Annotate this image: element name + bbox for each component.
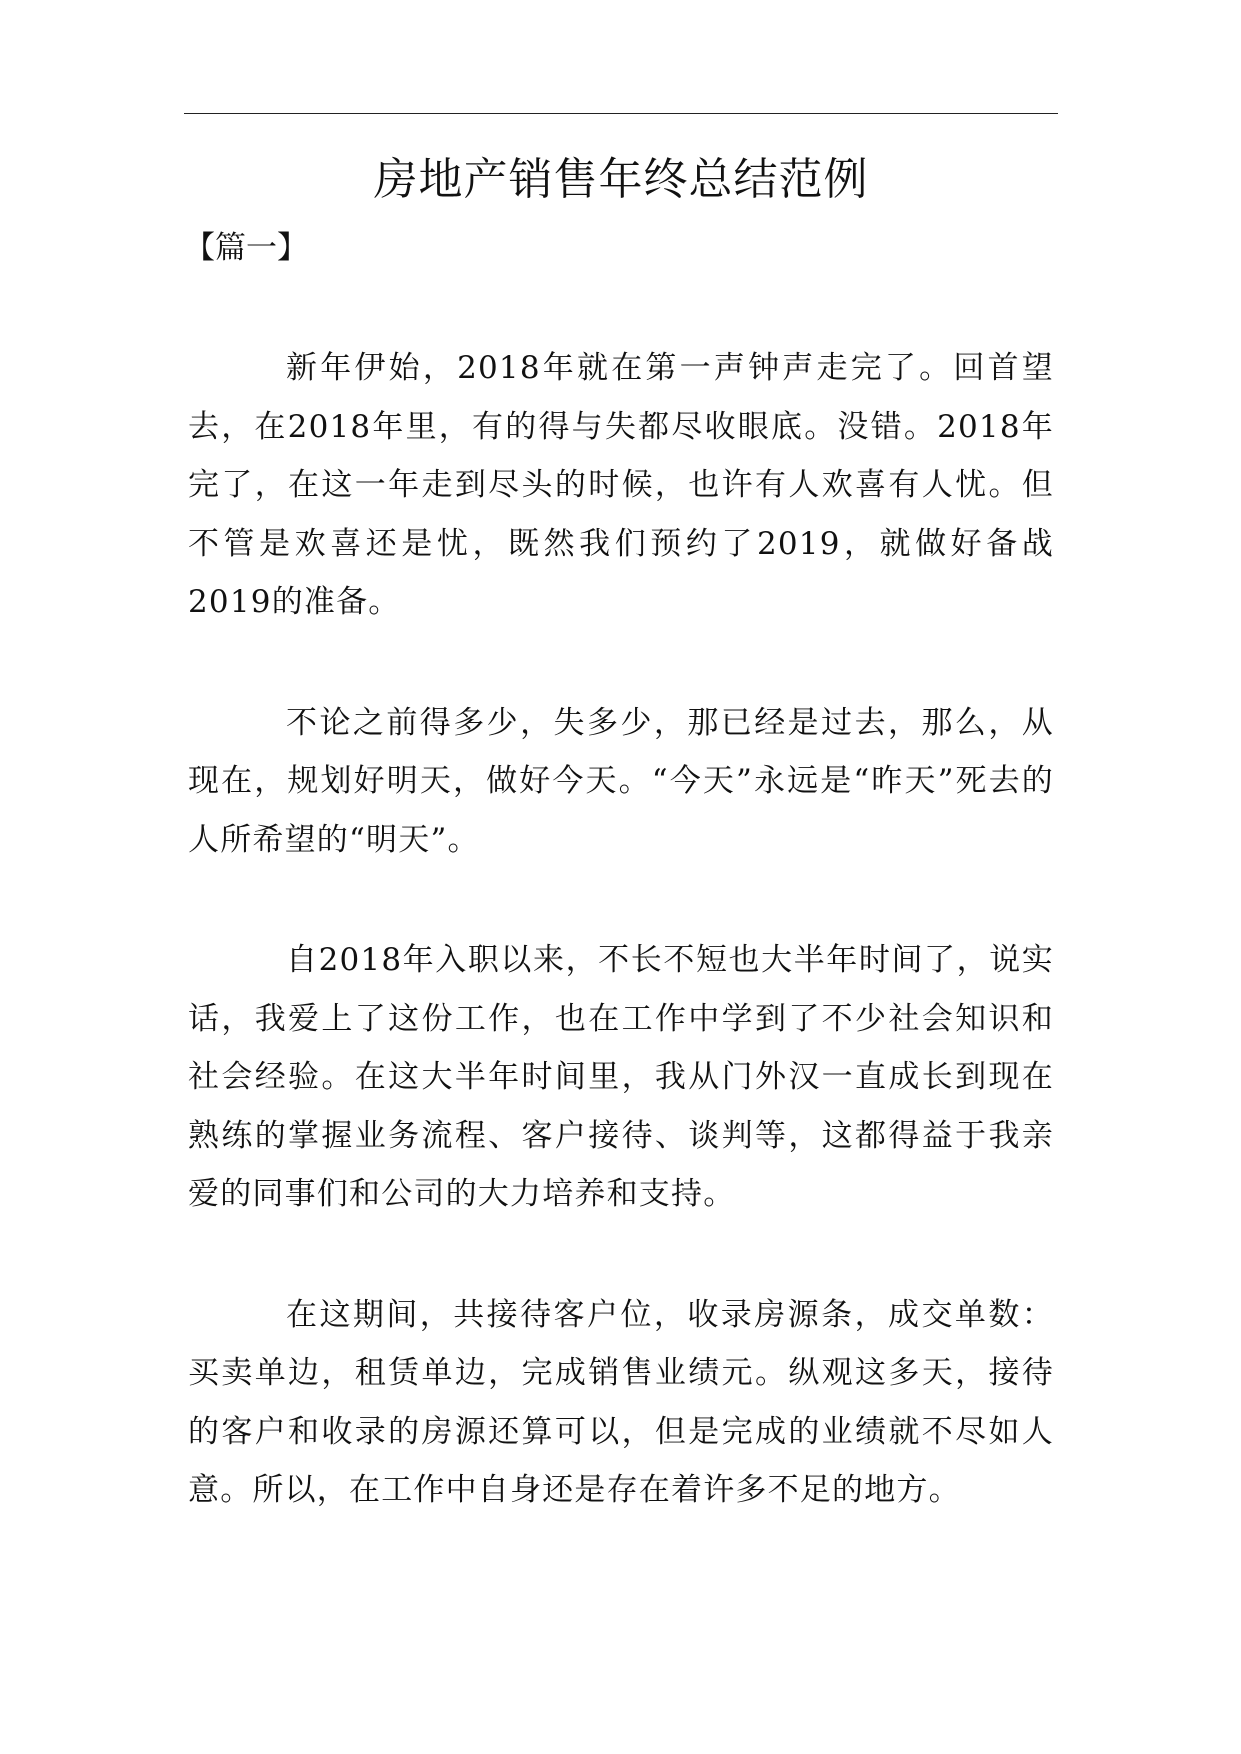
header-rule: [184, 113, 1058, 114]
document-title: 房地产销售年终总结范例: [373, 154, 869, 205]
paragraph-3: 自2018年入职以来，不长不短也大半年时间了，说实话，我爱上了这份工作，也在工作中学到了不少社会知识和社会经验。在这大半年时间里，我从门外汉一直成长到现在熟练的掌握业务流程、客户接待、谈判等，这都得益于我亲爱的同事们和公司的大力培养和支持。: [188, 942, 1054, 1212]
paragraph-1: 新年伊始，2018年就在第一声钟声走完了。回首望去，在2018年里，有的得与失都尽收眼底。没错。2018年完了，在这一年走到尽头的时候，也许有人欢喜有人忧。但不管是欢喜还是忧，既然我们预约了2019，就做好备战2019的准备。: [188, 350, 1054, 620]
document-body: [188, 339, 1054, 1520]
paragraph-4: 在这期间，共接待客户位，收录房源条，成交单数：买卖单边，租赁单边，完成销售业绩元。纵观这多天，接待的客户和收录的房源还算可以，但是完成的业绩就不尽如人意。所以，在工作中自身还是存在着许多不足的地方。: [188, 1296, 1054, 1508]
paragraph-2: 不论之前得多少，失多少，那已经是过去，那么，从现在，规划好明天，做好今天。“今天”永远是“昨天”死去的人所希望的“明天”。: [188, 704, 1054, 858]
section-label: 【篇一】: [184, 230, 308, 266]
